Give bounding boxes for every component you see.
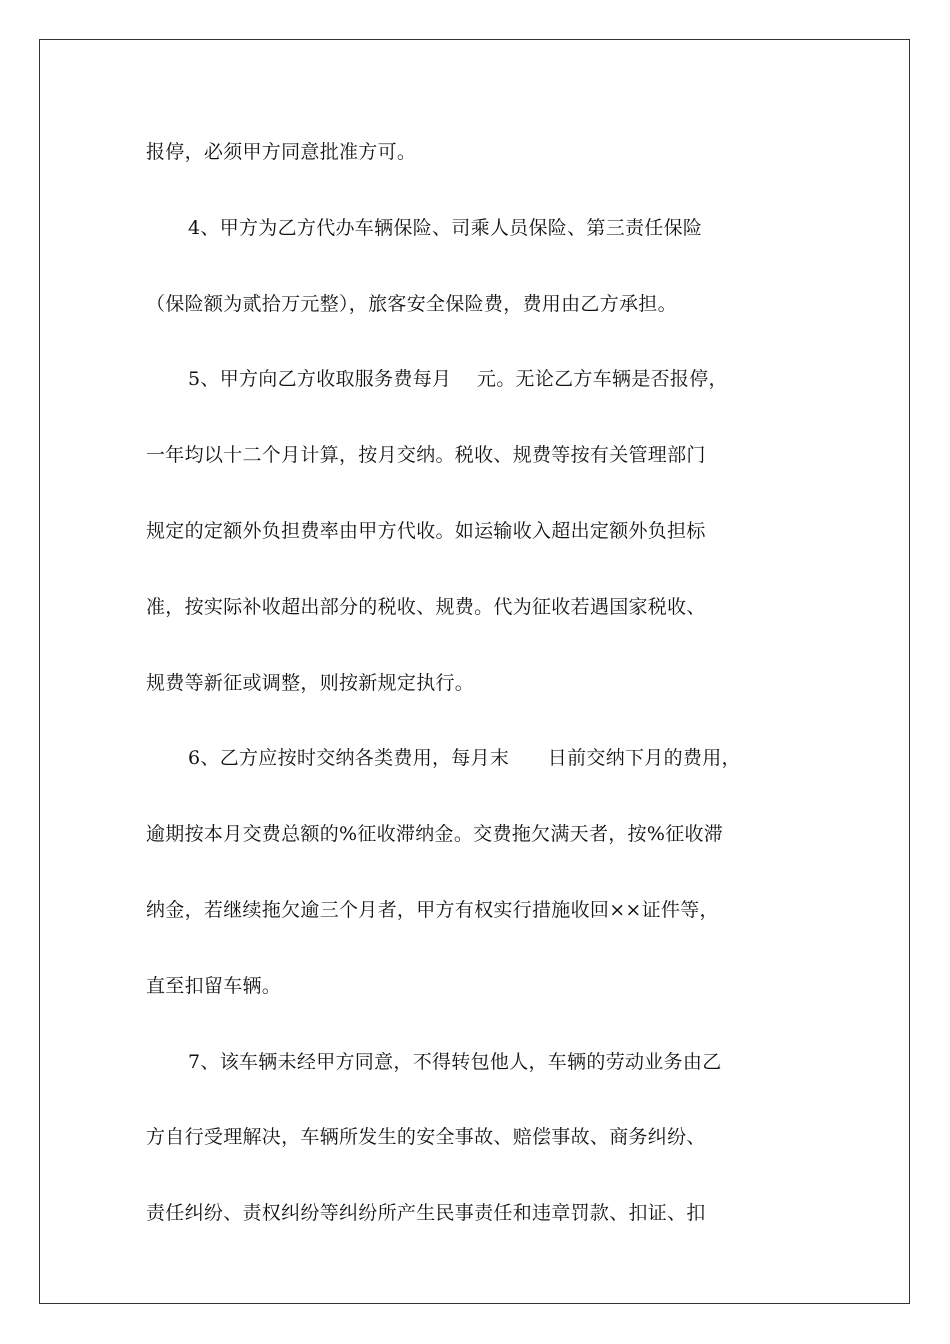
text-line: 直至扣留车辆。: [146, 974, 282, 997]
paragraph-start-line: 5、甲方向乙方收取服务费每月 元。无论乙方车辆是否报停，: [188, 368, 728, 391]
paragraph-start-line: 6、乙方应按时交纳各类费用，每月末 日前交纳下月的费用，: [188, 747, 741, 770]
paragraph-start-line: 4、甲方为乙方代办车辆保险、司乘人员保险、第三责任保险: [188, 216, 703, 239]
document-body: [146, 132, 806, 1269]
text-line: 责任纠纷、责权纠纷等纠纷所产生民事责任和违章罚款、扣证、扣: [146, 1202, 706, 1225]
text-line: 报停，必须甲方同意批准方可。: [146, 141, 417, 163]
text-line: 逾期按本月交费总额的%征收滞纳金。交费拖欠满天者，按%征收滞: [146, 823, 724, 846]
text-line: 准，按实际补收超出部分的税收、规费。代为征收若遇国家税收、: [146, 595, 706, 618]
text-line: 方自行受理解决，车辆所发生的安全事故、赔偿事故、商务纠纷、: [146, 1126, 706, 1149]
text-line: 一年均以十二个月计算，按月交纳。税收、规费等按有关管理部门: [146, 444, 706, 467]
text-line: （保险额为贰拾万元整），旅客安全保险费，费用由乙方承担。: [146, 292, 677, 315]
paragraph-start-line: 7、该车辆未经甲方同意，不得转包他人，车辆的劳动业务由乙: [188, 1050, 722, 1073]
text-line: 规定的定额外负担费率由甲方代收。如运输收入超出定额外负担标: [146, 519, 706, 542]
text-line: 规费等新征或调整，则按新规定执行。: [146, 671, 475, 694]
text-line: 纳金，若继续拖欠逾三个月者，甲方有权实行措施收回××证件等，: [146, 898, 719, 921]
